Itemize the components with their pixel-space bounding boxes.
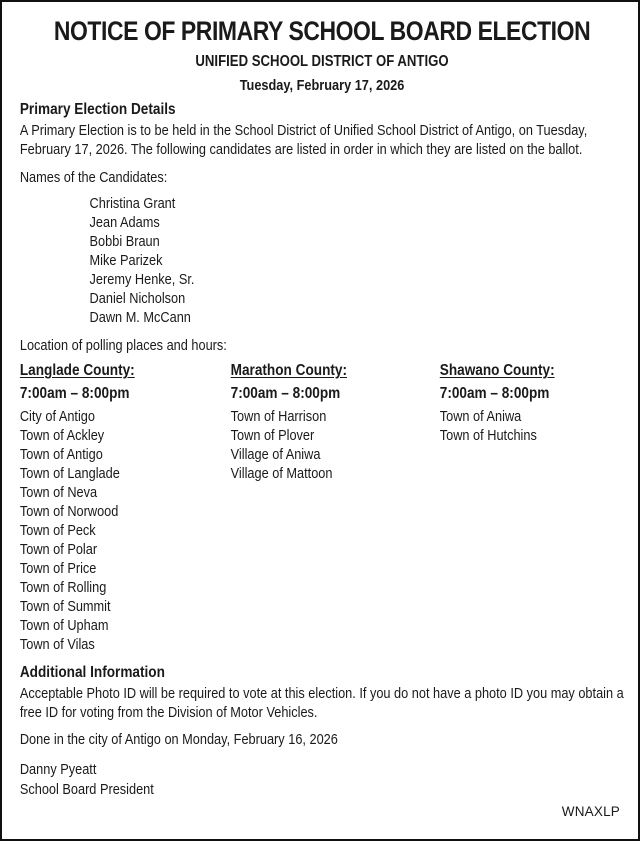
done-line: Done in the city of Antigo on Monday, February 16, 2026	[19, 731, 338, 748]
polling-place-item: Town of Neva	[19, 484, 98, 501]
polling-place-item: Town of Aniwa	[439, 408, 522, 425]
candidate-item: Bobbi Braun	[89, 232, 160, 250]
polling-place-item: Town of Harrison	[230, 408, 327, 425]
candidates-heading: Names of the Candidates:	[19, 169, 168, 186]
polling-place-item: Town of Hutchins	[439, 427, 537, 444]
polling-place-item: Town of Summit	[19, 598, 111, 615]
polling-place-item: Village of Mattoon	[230, 465, 333, 482]
county-name: Marathon County:	[230, 362, 347, 379]
signature-name: Danny Pyeatt	[19, 760, 97, 778]
county-hours: 7:00am – 8:00pm	[439, 385, 550, 402]
details-heading: Primary Election Details	[19, 101, 176, 118]
candidates-list	[90, 194, 625, 327]
candidate-item: Daniel Nicholson	[89, 289, 186, 307]
candidate-item: Mike Parizek	[89, 251, 163, 269]
county-name: Langlade County:	[19, 362, 135, 379]
county-name: Shawano County:	[439, 362, 555, 379]
county-hours: 7:00am – 8:00pm	[19, 385, 130, 402]
notice-date: Tuesday, February 17, 2026	[239, 77, 405, 94]
polling-place-item: Town of Langlade	[19, 465, 120, 482]
candidate-item: Christina Grant	[89, 194, 176, 212]
polling-place-item: Town of Peck	[19, 522, 96, 539]
county-column-marathon	[231, 361, 440, 654]
signature-title: School Board President	[19, 781, 154, 798]
candidate-item: Jean Adams	[89, 213, 160, 231]
candidate-item: Jeremy Henke, Sr.	[89, 270, 195, 288]
polling-heading: Location of polling places and hours:	[19, 336, 227, 354]
polling-place-item: Town of Price	[19, 560, 97, 577]
polling-place-item: Town of Plover	[230, 427, 315, 444]
polling-place-item: Town of Upham	[19, 617, 109, 634]
county-column-langlade	[20, 361, 231, 654]
details-paragraph: A Primary Election is to be held in the School District of Unified School District of Antigo, on Tuesday, February 17, 2026. The following candidates are listed in order in which they are listed on the ballot.	[19, 122, 588, 158]
district-name: UNIFIED SCHOOL DISTRICT OF ANTIGO	[195, 53, 449, 70]
polling-place-item: Town of Rolling	[19, 579, 107, 596]
county-column-shawano	[440, 361, 624, 654]
additional-heading: Additional Information	[19, 664, 165, 681]
county-hours: 7:00am – 8:00pm	[230, 385, 341, 402]
polling-place-item: Town of Norwood	[19, 503, 119, 520]
additional-paragraph: Acceptable Photo ID will be required to vote at this election. If you do not have a photo ID you may obtain a free ID for voting from the Division of Motor Vehicles.	[19, 685, 624, 721]
polling-place-item: Town of Antigo	[19, 446, 103, 463]
polling-place-item: Town of Polar	[19, 541, 98, 558]
polling-place-item: Town of Vilas	[19, 636, 95, 653]
notice-title: NOTICE OF PRIMARY SCHOOL BOARD ELECTION	[53, 16, 591, 46]
polling-place-item: Village of Aniwa	[230, 446, 321, 463]
polling-columns	[20, 361, 624, 654]
legal-code: WNAXLP	[561, 804, 620, 819]
polling-place-item: City of Antigo	[19, 408, 95, 425]
notice-content	[2, 2, 640, 800]
polling-place-item: Town of Ackley	[19, 427, 105, 444]
candidate-item: Dawn M. McCann	[89, 308, 191, 326]
